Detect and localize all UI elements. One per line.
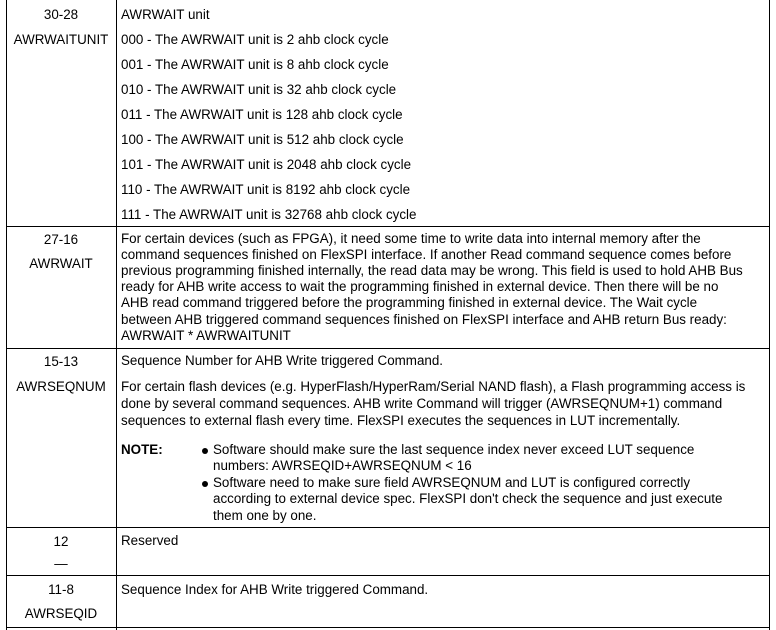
description-line: between AHB triggered command sequences finished on FlexSPI interface and AHB return Bus ready:: [121, 312, 727, 327]
description-line: ready for AHB write access to wait the programming finished in external device. Then there will be no: [121, 279, 719, 294]
table-bottom-border: [6, 627, 770, 628]
enum-value: 101 - The AWRWAIT unit is 2048 ahb clock cycle: [121, 157, 412, 172]
field-bits: 11-8: [48, 582, 74, 597]
enum-value: 001 - The AWRWAIT unit is 8 ahb clock cycle: [121, 57, 389, 72]
note-bullet-line: them one by one.: [213, 508, 317, 523]
column-divider: [116, 0, 117, 630]
field-description: Sequence Index for AHB Write triggered Command.: [121, 582, 429, 597]
description-line: For certain devices (such as FPGA), it need some time to write data into internal memory after the: [121, 231, 701, 246]
description-line: previous programming finished internally, the read data may be wrong. This field is used to hold AHB Bus: [121, 263, 743, 278]
row-divider: [6, 348, 770, 349]
field-name: AWRSEQID: [24, 606, 98, 621]
row-divider: [6, 527, 770, 528]
field-description-title: AWRWAIT unit: [121, 7, 210, 22]
enum-value: 110 - The AWRWAIT unit is 8192 ahb clock cycle: [121, 182, 411, 197]
enum-value: 010 - The AWRWAIT unit is 32 ahb clock cycle: [121, 82, 397, 97]
note-bullet-line: numbers: AWRSEQID+AWRSEQNUM < 16: [213, 458, 472, 473]
row-divider: [6, 575, 770, 576]
field-name: AWRWAITUNIT: [13, 32, 109, 47]
field-description-title: Sequence Number for AHB Write triggered Command.: [121, 353, 444, 368]
field-bits: 12: [53, 534, 69, 549]
enum-value: 100 - The AWRWAIT unit is 512 ahb clock cycle: [121, 132, 404, 147]
note-bullet-line: Software need to make sure field AWRSEQNUM and LUT is configured correctly: [213, 475, 691, 490]
field-bits: 30-28: [43, 7, 79, 22]
bullet-icon: [202, 481, 208, 487]
field-name: AWRSEQNUM: [16, 379, 106, 394]
register-field-table: [6, 0, 770, 630]
note-bullet-line: Software should make sure the last sequence index never exceed LUT sequence: [213, 442, 695, 457]
description-line: AWRWAIT * AWRWAITUNIT: [121, 328, 291, 343]
description-line: AHB read command triggered before the programming finished in external device. The Wait cycle: [121, 295, 698, 310]
field-bits: 15-13: [43, 354, 79, 369]
row-divider: [6, 226, 770, 227]
description-line: For certain flash devices (e.g. HyperFlash/HyperRam/Serial NAND flash), a Flash programming access is: [121, 379, 746, 394]
enum-value: 000 - The AWRWAIT unit is 2 ahb clock cycle: [121, 32, 389, 47]
field-description: Reserved: [121, 533, 179, 548]
table-right-border: [769, 0, 770, 630]
note-label: NOTE:: [121, 442, 163, 457]
description-line: sequences to external flash every time. FlexSPI executes the sequences in LUT incrementally.: [121, 413, 681, 428]
field-name: AWRWAIT: [29, 256, 93, 271]
description-line: done by several command sequences. AHB write Command will trigger (AWRSEQNUM+1) command: [121, 396, 723, 411]
field-name: —: [54, 556, 68, 571]
enum-value: 111 - The AWRWAIT unit is 32768 ahb clock cycle: [121, 207, 417, 222]
description-line: command sequences finished on FlexSPI interface. If another Read command sequence comes before: [121, 247, 732, 262]
enum-value: 011 - The AWRWAIT unit is 128 ahb clock cycle: [121, 107, 403, 122]
bullet-icon: [202, 448, 208, 454]
note-bullet-line: according to external device spec. FlexSPI don't check the sequence and just execute: [213, 491, 723, 506]
field-bits: 27-16: [43, 232, 79, 247]
